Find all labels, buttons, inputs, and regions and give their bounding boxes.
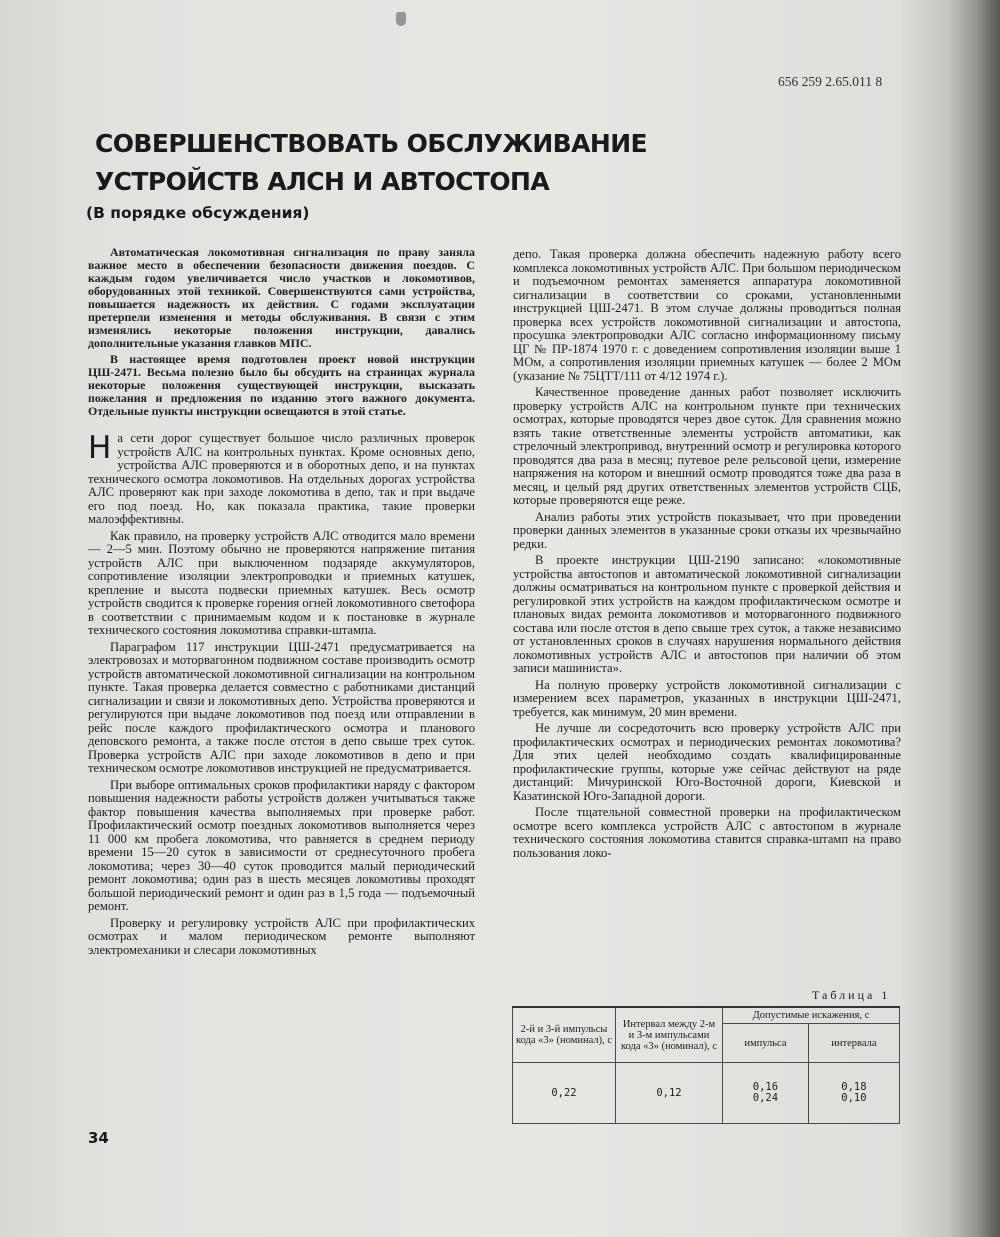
interval-distortion-min: 0,10 <box>841 1092 867 1104</box>
article-body-left <box>88 432 475 957</box>
right-column <box>513 248 901 986</box>
table-cell-pulse-distortion <box>723 1063 809 1124</box>
body-paragraph-2: Как правило, на проверку устройств АЛС отводится мало времени — 2—5 мин. Поэтому обычно не проверяются напряжение питания устройств АЛС при выключенном подзаряде аккумуляторов, сопротивление изоляции электропроводки и приемных катушек, крепление и высота подвески приемных катушек. Весь осмотр устройств сводится к проверке горения огней локомотивного светофора в соответствии с принимаемым кодом и к постановке в журнале технического состояния локомотива справки-штампа. <box>88 528 475 637</box>
body-paragraph-6: депо. Такая проверка должна обеспечить надежную работу всего комплекса локомотивных устройств АЛС. При большом периодическом и подъемочном ремонтах заменяется аппаратура локомотивной сигнализации в соответствии со сроками, установленными инструкцией ЦШ-2471. В этом случае должны проводиться полная проверка всех устройств локомотивной сигнализации и автостопа, просушка электропроводки АЛС согласно информационному письму ЦГ № ПР-1874 1970 г. с доведением сопротивления изоляции выше 1 МОм, а сопротивления изоляции приемных катушек — более 2 МОм (указание № 75ЦТТ/111 от 4/12 1974 г.). <box>513 248 901 383</box>
body-paragraph-5: Проверку и регулировку устройств АЛС при профилактических осмотрах и малом периодическом ремонте выполняют электромеханики и слесари локомотивных <box>88 915 475 957</box>
table-subheader-pulse: импульса <box>723 1024 809 1063</box>
table-subheader-interval: интервала <box>808 1024 899 1063</box>
body-paragraph-9: В проекте инструкции ЦШ-2190 записано: «локомотивные устройства автостопов и автоматической локомотивной сигнализации должны осматриваться на контрольном пункте с проверкой действия и регулировкой этих устройств на каждом профилактическом осмотре и плановых видах ремонта локомотивов и моторвагонного подвижного состава или после отстоя в депо свыше трех суток, а также независимо от установленных сроков в случаях нарушения нормального действия локомотивных устройств АЛС и автостопов при наличии об этом записи машиниста». <box>513 553 901 675</box>
pulse-distortion-min: 0,16 <box>752 1081 779 1093</box>
lead-paragraph-1: Автоматическая локомотивная сигнализация по праву заняла важное место в обеспечении безопасности движения поездов. С каждым годом увеличивается число участков и локомотивов, оборудованных этой техникой. Совершенствуются сами устройства, повышается надежность их действия. С годами эксплуатации претерпели изменения и методы обслуживания. В связи с этим изменялись некоторые положения инструкции, давались дополнительные указания главков МПС. <box>88 246 475 350</box>
article-subtitle: (В порядке обсуждения) <box>86 204 310 222</box>
table-cell-interval-distortion <box>808 1063 899 1124</box>
body-paragraph-4: При выборе оптимальных сроков профилактики наряду с фактором повышения надежности работы устройств должен учитываться также фактор повышения качества выполняемых при проверке работ. Профилактический осмотр поездных локомотивов выполняется через 11 000 км пробега локомотива, что равняется в среднем периоду времени 15—20 суток в зависимости от среднесуточного пробега локомотива; через 30—40 суток проводится малый периодический ремонт локомотива; один раз в шесть месяцев локомотивы проходят большой периодический ремонт и один раз в 1,5 года — подъемочный ремонт. <box>88 777 475 913</box>
body-paragraph-10: На полную проверку устройств локомотивной сигнализации с измерением всех параметров, указанных в инструкции ЦШ-2471, требуется, как минимум, 20 мин времени. <box>513 677 901 719</box>
table-header-distortions: Допустимые искажения, с <box>723 1007 900 1024</box>
body-paragraph-1-text: а сети дорог существует большое число различных проверок устройств АЛС на контрольных пунктах. Кроме основных депо, устройства АЛС проверяются и в оборотных депо, и на пунктах технического осмотра локомотивов. На отдельных дорогах устройства АЛС проверяют как при заходе локомотива в депо, так и при выдаче его под поезд. Но, как показала практика, такие проверки малоэффективны. <box>88 431 475 526</box>
drop-cap: Н <box>88 430 112 466</box>
body-paragraph-3: Параграфом 117 инструкции ЦШ-2471 предусматривается на электровозах и моторвагонном подвижном составе производить осмотр устройств автоматической локомотивной сигнализации на контрольном пункте. Такая проверка делается совместно с работниками дистанций сигнализации и связи и локомотивных депо. Устройства проверяются и регулируются при выдаче локомотивов под поезд или отправлении в рейс после каждого профилактического осмотра и планового деповского ремонта, а также после отстоя в депо свыше трех суток. Проверка устройств АЛС при заходе локомотивов в депо и при техническом осмотре локомотивов инструкцией не предусматривается. <box>88 639 475 775</box>
table-caption: Таблица 1 <box>812 988 891 1002</box>
table-row <box>513 1063 900 1124</box>
table-header-row <box>513 1007 900 1024</box>
article-lead <box>88 246 475 418</box>
body-paragraph-11: Не лучше ли сосредоточить всю проверку устройств АЛС при профилактических осмотрах и периодических ремонтах локомотива? Для этих целей необходимо создать квалифицированные профилактические группы, которые уже сейчас действуют на ряде дистанций: Мичуринской Юго-Восточной дороги, Киевской и Казатинской Юго-Западной дороги. <box>513 721 901 803</box>
scan-mark <box>396 12 406 26</box>
left-column <box>88 246 475 1131</box>
document-code: 656 259 2.65.011 8 <box>778 74 883 89</box>
table-header-interval: Интервал между 2-м и 3-м импульсами кода «3» (номинал), с <box>616 1007 723 1063</box>
body-paragraph-1 <box>88 432 475 527</box>
interval-distortion-max: 0,18 <box>841 1081 867 1093</box>
lead-paragraph-2: В настоящее время подготовлен проект новой инструкции ЦШ-2471. Весьма полезно было бы обсудить на страницах журнала некоторые положения существующей инструкции, высказать пожелания и предложения по изданию этого важного документа. Отдельные пункты инструкции освещаются в этой статье. <box>88 352 475 418</box>
table-cell-interval-nominal: 0,12 <box>616 1063 723 1124</box>
body-paragraph-7: Качественное проведение данных работ позволяет исключить проверку устройств АЛС на контрольном пункте при технических осмотрах, которые проводятся через двое суток. Для сравнения можно взять такие ответственные элементы устройств автоматики, как стрелочный электропривод, внутренний осмотр и регулировка которого проводятся два раза в месяц; путевое реле рельсовой цепи, измерение напряжения на котором и внешний осмотр проводятся тоже два раза в месяц, и целый ряд других ответственных элементов устройств СЦБ, которые проверяются еще реже. <box>513 385 901 507</box>
code-parameters-table <box>512 1006 900 1124</box>
table-cell-pulse-nominal: 0,22 <box>513 1063 616 1124</box>
page-number: 34 <box>88 1129 109 1147</box>
pulse-distortion-max: 0,24 <box>752 1092 779 1104</box>
page-edge-shadow <box>948 0 1000 1237</box>
body-paragraph-12: После тщательной совместной проверки на профилактическом осмотре всего комплекса устройств АЛС с автостопом в журнале технического состояния локомотива ставится справка-штамп на право пользования локо- <box>513 805 901 860</box>
article-title: СОВЕРШЕНСТВОВАТЬ ОБСЛУЖИВАНИЕ УСТРОЙСТВ АЛСН И АВТОСТОПА <box>95 129 648 196</box>
table-header-pulses: 2-й и 3-й импульсы кода «3» (номинал), с <box>513 1007 616 1063</box>
body-paragraph-8: Анализ работы этих устройств показывает, что при проведении проверки данных элементов в указанные сроки отказы их чрезвычайно редки. <box>513 509 901 551</box>
